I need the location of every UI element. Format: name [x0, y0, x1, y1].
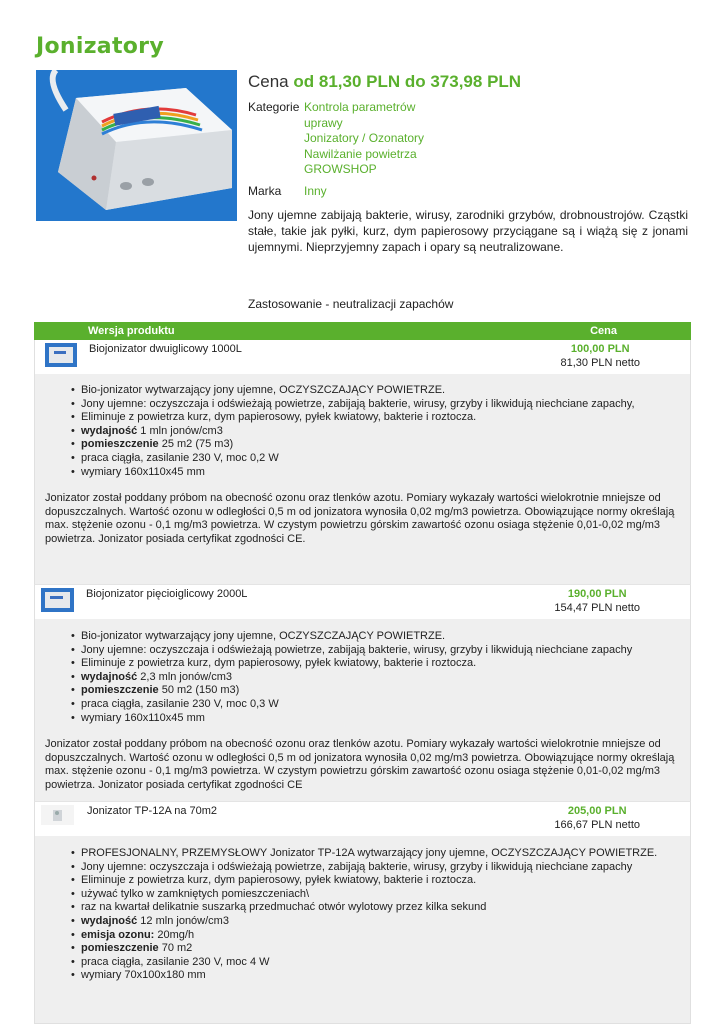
brand-link[interactable]: Inny	[304, 183, 327, 198]
brand-row	[248, 184, 688, 200]
price-net: 81,30 PLN netto	[560, 357, 640, 369]
product-name[interactable]: Jonizator TP-12A na 70m2	[87, 805, 218, 817]
list-item: • praca ciągła, zasilanie 230 V, moc 0,2 W	[81, 452, 690, 466]
list-item: • Bio-jonizator wytwarzający jony ujemne, OCZYSZCZAJĄCY POWIETRZE.	[81, 384, 690, 398]
product-thumbnail[interactable]	[41, 805, 74, 825]
ozone-note: Jonizator został poddany próbom na obecność ozonu oraz tlenków azotu. Pomiary wykazały wartości wielokrotnie mniejsze od dopuszczalnych. Wartość ozonu w odległości 0,5 m od jonizatora wynosiła 0,02 mg/m3 powietrza. Obowiązujące normy określają max. stężenie ozonu - 0,1 mg/m3 powietrza. W czystym powietrzu górskim zawartość ozonu osiaga stężenie 0,01-0,02 mg/m3 powietrza. Jonizator posiada certyfikat zgodności CE.	[45, 492, 675, 545]
product-details	[34, 619, 691, 801]
list-item: • wymiary 160x110x45 mm	[81, 466, 690, 480]
table-row[interactable]	[34, 801, 691, 836]
category-link[interactable]: GROWSHOP	[304, 162, 377, 176]
product-price	[554, 588, 640, 614]
list-item: • praca ciągła, zasilanie 230 V, moc 0,3 W	[81, 698, 690, 712]
list-item: • praca ciągła, zasilanie 230 V, moc 4 W	[81, 956, 690, 970]
categories-list	[304, 100, 424, 178]
list-item: • używać tylko w zamkniętych pomieszczeniach\	[81, 888, 690, 902]
list-item: • wymiary 160x110x45 mm	[81, 712, 690, 726]
list-item: • wydajność 1 mln jonów/cm3	[81, 425, 690, 439]
product-name[interactable]: Biojonizator dwuiglicowy 1000L	[89, 343, 242, 355]
product-details	[34, 374, 691, 584]
page-title: Jonizatory	[36, 34, 164, 59]
list-item: • pomieszczenie 25 m2 (75 m3)	[81, 438, 690, 452]
list-item: • Bio-jonizator wytwarzający jony ujemne, OCZYSZCZAJĄCY POWIETRZE.	[81, 630, 690, 644]
usage-text: Zastosowanie - neutralizacji zapachów	[248, 297, 454, 311]
price-net: 154,47 PLN netto	[554, 602, 640, 614]
list-item: • pomieszczenie 50 m2 (150 m3)	[81, 684, 690, 698]
list-item: • Jony ujemne: oczyszczaja i odświeżają powietrze, zabijają bakterie, wirusy, grzyby i likwidują niechciane zapachy	[81, 861, 690, 875]
list-item: • wydajność 12 mln jonów/cm3	[81, 915, 690, 929]
price-label: Cena	[248, 72, 289, 91]
col-variant-header: Wersja produktu	[88, 325, 175, 337]
product-price	[560, 343, 640, 369]
price-range: od 81,30 PLN do 373,98 PLN	[293, 72, 522, 91]
product-thumbnail[interactable]	[45, 343, 77, 367]
variants-table	[34, 322, 691, 1024]
category-link[interactable]: Jonizatory / Ozonatory	[304, 131, 425, 145]
feature-list	[35, 847, 690, 983]
list-item: • Eliminuje z powietrza kurz, dym papierosowy, pyłek kwiatowy, bakterie i roztocza.	[81, 874, 690, 888]
ionizer-thumb-icon	[45, 343, 77, 367]
list-item: • Jony ujemne: oczyszczaja i odświeżają powietrze, zabijają bakterie, wirusy, grzyby i likwidują niechciane zapachy	[81, 644, 690, 658]
price-gross: 100,00 PLN	[570, 343, 630, 355]
list-item: • pomieszczenie 70 m2	[81, 942, 690, 956]
product-details	[34, 836, 691, 1024]
product-thumbnail[interactable]	[41, 588, 74, 612]
category-link[interactable]: Kontrola parametrów uprawy	[304, 100, 416, 130]
category-link[interactable]: Nawilżanie powietrza	[304, 146, 417, 161]
product-image	[36, 70, 237, 221]
feature-list	[35, 384, 690, 479]
list-item: • raz na kwartał delikatnie suszarką przedmuchać otwór wylotowy przez kilka sekund	[81, 901, 690, 915]
col-price-header: Cena	[590, 325, 617, 337]
product-name[interactable]: Biojonizator pięcioiglicowy 2000L	[86, 588, 248, 600]
product-price	[554, 805, 640, 831]
table-row[interactable]	[34, 584, 691, 619]
price-range-line	[248, 72, 688, 92]
ionizer-thumb-icon	[41, 588, 74, 612]
price-gross: 190,00 PLN	[567, 588, 627, 600]
categories-label: Kategorie	[248, 100, 300, 114]
ionizer-device-illustration	[36, 70, 237, 221]
ozone-note: Jonizator został poddany próbom na obecność ozonu oraz tlenków azotu. Pomiary wykazały wartości wielokrotnie mniejsze od dopuszczalnych. Wartość ozonu w odległości 0,5 m od jonizatora wynosiła 0,02 mg/m3 powietrza. Obowiązujące normy określają max. stężenie ozonu - 0,1 mg/m3 powietrza. W czystym powietrzu górskim zawartość ozonu osiaga stężenie 0,01-0,02 mg/m3 powietrza. Jonizator posiada certyfikat zgodności CE	[45, 738, 675, 791]
list-item: • Jony ujemne: oczyszczaja i odświeżają powietrze, zabijają bakterie, wirusy, grzyby i likwidują niechciane zapachy,	[81, 398, 690, 412]
table-header	[34, 322, 691, 340]
categories-row	[248, 100, 688, 178]
list-item: • emisja ozonu: 20mg/h	[81, 929, 690, 943]
product-description: Jony ujemne zabijają bakterie, wirusy, zarodniki grzybów, drobnoustrojów. Cząstki stałe, takie jak pyłki, kurz, dym papierosowy przyciągane są i wiążą się z jonami ujemnymi. Nieprzyjemny zapach i opary są neutralizowane.	[248, 208, 688, 254]
feature-list	[35, 630, 690, 725]
list-item: • PROFESJONALNY, PRZEMYSŁOWY Jonizator TP-12A wytwarzający jony ujemne, OCZYSZCZAJĄCY POWIETRZE.	[81, 847, 690, 861]
table-row[interactable]	[34, 340, 691, 374]
list-item: • Eliminuje z powietrza kurz, dym papierosowy, pyłek kwiatowy, bakterie i roztocza.	[81, 411, 690, 425]
price-gross: 205,00 PLN	[567, 805, 627, 817]
ionizer-thumb-icon	[41, 805, 74, 825]
price-net: 166,67 PLN netto	[554, 819, 640, 831]
product-info	[248, 72, 688, 255]
list-item: • wymiary 70x100x180 mm	[81, 969, 690, 983]
list-item: • wydajność 2,3 mln jonów/cm3	[81, 671, 690, 685]
list-item: • Eliminuje z powietrza kurz, dym papierosowy, pyłek kwiatowy, bakterie i roztocza.	[81, 657, 690, 671]
brand-label: Marka	[248, 183, 282, 198]
